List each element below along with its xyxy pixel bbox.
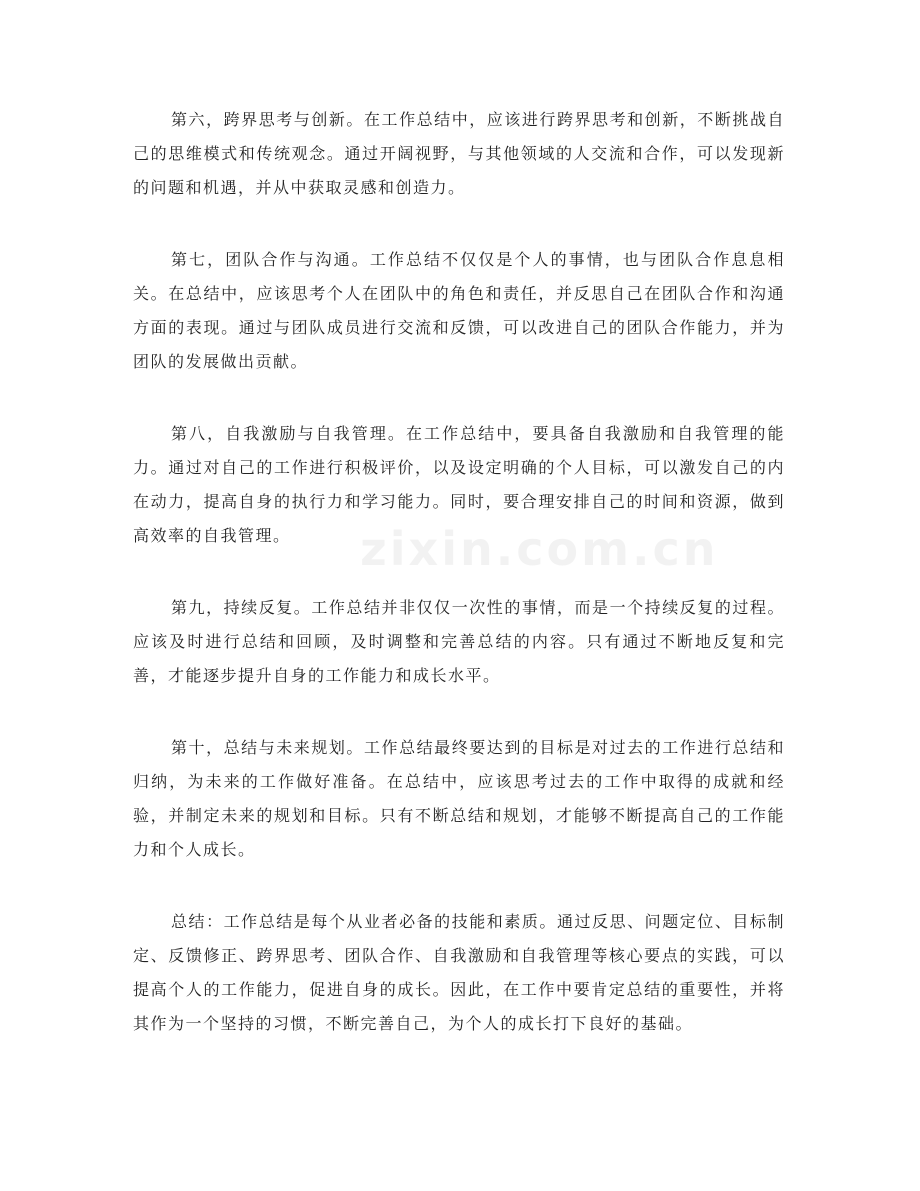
watermark: zixin.com.cn	[360, 522, 719, 576]
document-body	[133, 103, 785, 1079]
paragraph-tenth: 第十，总结与未来规划。工作总结最终要达到的目标是对过去的工作进行总结和归纳，为未来的工作做好准备。在总结中，应该思考过去的工作中取得的成就和经验，并制定未来的规划和目标。只有不断总结和规划，才能够不断提高自己的工作能力和个人成长。	[133, 738, 785, 859]
paragraph-ninth: 第九，持续反复。工作总结并非仅仅一次性的事情，而是一个持续反复的过程。应该及时进行总结和回顾，及时调整和完善总结的内容。只有通过不断地反复和完善，才能逐步提升自身的工作能力和成长水平。	[133, 598, 785, 685]
paragraph-seventh: 第七，团队合作与沟通。工作总结不仅仅是个人的事情，也与团队合作息息相关。在总结中，应该思考个人在团队中的角色和责任，并反思自己在团队合作和沟通方面的表现。通过与团队成员进行交流和反馈，可以改进自己的团队合作能力，并为团队的发展做出贡献。	[133, 250, 785, 371]
paragraph-eighth: 第八，自我激励与自我管理。在工作总结中，要具备自我激励和自我管理的能力。通过对自己的工作进行积极评价，以及设定明确的个人目标，可以激发自己的内在动力，提高自身的执行力和学习能力。同时，要合理安排自己的时间和资源，做到高效率的自我管理。	[133, 424, 785, 545]
paragraph-summary: 总结：工作总结是每个从业者必备的技能和素质。通过反思、问题定位、目标制定、反馈修正、跨界思考、团队合作、自我激励和自我管理等核心要点的实践，可以提高个人的工作能力，促进自身的成长。因此，在工作中要肯定总结的重要性，并将其作为一个坚持的习惯，不断完善自己，为个人的成长打下良好的基础。	[133, 912, 785, 1033]
paragraph-sixth: 第六，跨界思考与创新。在工作总结中，应该进行跨界思考和创新，不断挑战自己的思维模式和传统观念。通过开阔视野，与其他领域的人交流和合作，可以发现新的问题和机遇，并从中获取灵感和创造力。	[133, 110, 785, 197]
